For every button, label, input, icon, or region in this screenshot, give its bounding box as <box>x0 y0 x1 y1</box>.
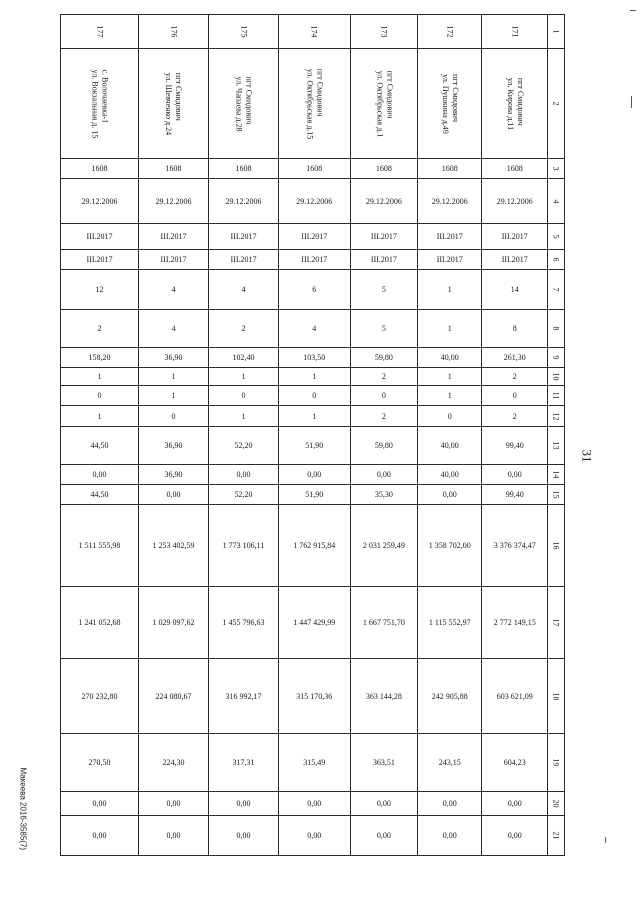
table-cell: 29.12.2006 <box>418 179 482 224</box>
table-cell: 36,90 <box>139 348 209 368</box>
table-cell: 0,00 <box>209 465 279 485</box>
address-cell <box>482 49 548 159</box>
table-row <box>61 816 565 856</box>
table-cell: 315,49 <box>279 734 351 792</box>
table-cell: 2 <box>482 406 548 427</box>
table-cell: 44,50 <box>61 427 139 465</box>
column-number-cell <box>548 485 565 505</box>
column-number: 10 <box>551 372 561 381</box>
table-cell: 1 762 915,84 <box>279 505 351 587</box>
column-id-cell <box>350 15 418 49</box>
table-cell: 363,51 <box>350 734 418 792</box>
table-cell: 4 <box>279 310 351 348</box>
table-row <box>61 386 565 406</box>
table-cell: 315 170,36 <box>279 659 351 734</box>
column-id-cell <box>279 15 351 49</box>
table-row <box>61 159 565 179</box>
table-row <box>61 224 565 250</box>
table-cell: 35,30 <box>350 485 418 505</box>
column-id: 172 <box>445 25 455 38</box>
table-cell: 1 <box>139 368 209 386</box>
table-cell: 1 115 552,97 <box>418 587 482 659</box>
table-cell: 1608 <box>209 159 279 179</box>
table-cell: 0,00 <box>139 816 209 856</box>
table-cell: 0,00 <box>482 792 548 816</box>
address-line: ул. Кирова д.11 <box>505 77 515 130</box>
table-cell: 224,30 <box>139 734 209 792</box>
column-id: 174 <box>309 25 319 38</box>
table-cell: 2 031 259,49 <box>350 505 418 587</box>
address-line: ул. Вокзальная д. 15 <box>90 69 100 138</box>
column-number: 20 <box>551 799 561 808</box>
column-number-cell <box>548 427 565 465</box>
column-number: 15 <box>551 490 561 499</box>
table-cell: 0,00 <box>209 816 279 856</box>
table-cell: 1 667 751,70 <box>350 587 418 659</box>
table-cell: 0,00 <box>418 485 482 505</box>
side-note: Макеева 2016-3585(7) <box>18 767 28 851</box>
table-cell: 0,00 <box>418 816 482 856</box>
table-cell: 1 <box>418 386 482 406</box>
table-cell: 103,50 <box>279 348 351 368</box>
column-number: 6 <box>551 257 561 262</box>
table-cell: 0,00 <box>482 465 548 485</box>
scan-mark <box>630 10 636 11</box>
table-cell: 0,00 <box>279 816 351 856</box>
table-cell: 0,00 <box>350 816 418 856</box>
column-number-cell <box>548 310 565 348</box>
table-cell: 29.12.2006 <box>279 179 351 224</box>
table-cell: 0 <box>61 386 139 406</box>
table-cell: 1 253 402,59 <box>139 505 209 587</box>
column-id: 173 <box>379 25 389 38</box>
table-cell: 44,50 <box>61 485 139 505</box>
table-cell: 1608 <box>482 159 548 179</box>
table-cell: 4 <box>139 270 209 310</box>
column-number-cell <box>548 49 565 159</box>
table-cell: 1 <box>418 310 482 348</box>
column-id-cell <box>139 15 209 49</box>
table-cell: 0 <box>482 386 548 406</box>
table-cell: 40,00 <box>418 348 482 368</box>
column-number-cell <box>548 659 565 734</box>
table-cell: 2 <box>350 406 418 427</box>
table-cell: 1608 <box>61 159 139 179</box>
table-row <box>61 310 565 348</box>
table-cell: III.2017 <box>279 250 351 270</box>
table-cell: 0,00 <box>350 465 418 485</box>
address <box>89 69 109 138</box>
column-number-cell <box>548 179 565 224</box>
address <box>163 72 183 134</box>
table-cell: 4 <box>209 270 279 310</box>
column-number: 8 <box>551 326 561 331</box>
table-cell: 158,20 <box>61 348 139 368</box>
table-cell: 59,80 <box>350 427 418 465</box>
table-cell: 0,00 <box>279 792 351 816</box>
address-line: ул. Октябрьская д.1 <box>374 70 384 137</box>
column-id-cell <box>61 15 139 49</box>
table-cell: 2 <box>209 310 279 348</box>
table-cell: 0,00 <box>61 816 139 856</box>
column-number: 7 <box>551 287 561 292</box>
column-number: 17 <box>551 618 561 627</box>
column-number-cell <box>548 386 565 406</box>
header-address-row <box>61 49 565 159</box>
table-cell: 1 <box>139 386 209 406</box>
table-cell: 1 <box>418 368 482 386</box>
table-cell: 59,80 <box>350 348 418 368</box>
table-cell: 2 <box>61 310 139 348</box>
table-cell: 0 <box>139 406 209 427</box>
table-cell: 51,90 <box>279 485 351 505</box>
table-cell: 1 773 106,11 <box>209 505 279 587</box>
table-cell: 0 <box>418 406 482 427</box>
table-cell: III.2017 <box>482 224 548 250</box>
table-cell: 1608 <box>350 159 418 179</box>
table-cell: 2 772 149,15 <box>482 587 548 659</box>
address-line: ул. Чапаева д.28 <box>234 76 244 131</box>
table-cell: 0,00 <box>482 816 548 856</box>
table-row <box>61 792 565 816</box>
table-cell: 1 <box>61 406 139 427</box>
table-cell: 102,40 <box>209 348 279 368</box>
column-number-cell <box>548 250 565 270</box>
table-row <box>61 348 565 368</box>
table-cell: 0,00 <box>279 465 351 485</box>
column-number: 11 <box>551 391 561 400</box>
table-row <box>61 270 565 310</box>
table-cell: III.2017 <box>482 250 548 270</box>
data-table <box>60 14 565 856</box>
table-cell: 1 <box>279 368 351 386</box>
table-cell: 270 232,80 <box>61 659 139 734</box>
table-cell: 0 <box>350 386 418 406</box>
table-cell: 99,40 <box>482 485 548 505</box>
table-row <box>61 179 565 224</box>
table-row <box>61 587 565 659</box>
table-cell: III.2017 <box>139 250 209 270</box>
table-cell: 12 <box>61 270 139 310</box>
table-cell: 4 <box>139 310 209 348</box>
table-row <box>61 485 565 505</box>
column-id-cell <box>482 15 548 49</box>
column-number: 18 <box>551 692 561 700</box>
table-row <box>61 368 565 386</box>
table-cell: 1 <box>61 368 139 386</box>
table-cell: 51,90 <box>279 427 351 465</box>
address <box>505 77 525 129</box>
table-cell: 52,20 <box>209 427 279 465</box>
address-cell <box>139 49 209 159</box>
address-cell <box>209 49 279 159</box>
table-cell: 0,00 <box>61 792 139 816</box>
table-cell: 5 <box>350 270 418 310</box>
table-cell: 1 447 429,99 <box>279 587 351 659</box>
table-cell: 40,00 <box>418 465 482 485</box>
column-number: 3 <box>551 166 561 171</box>
table-cell: 1 <box>418 270 482 310</box>
table-cell: 243,15 <box>418 734 482 792</box>
table-row <box>61 406 565 427</box>
column-number: 5 <box>551 234 561 239</box>
address-line: ул. Октябрьская д.15 <box>305 68 315 139</box>
table-cell: III.2017 <box>279 224 351 250</box>
table-row <box>61 465 565 485</box>
table-row <box>61 250 565 270</box>
scan-mark <box>631 96 632 108</box>
column-number-cell <box>548 734 565 792</box>
table-cell: 1 358 702,00 <box>418 505 482 587</box>
table-cell: 1608 <box>418 159 482 179</box>
table-row <box>61 659 565 734</box>
table-cell: 0 <box>209 386 279 406</box>
column-number-cell <box>548 505 565 587</box>
address-line: пгт Смидович <box>384 70 394 119</box>
column-number-cell <box>548 270 565 310</box>
column-number-cell <box>548 406 565 427</box>
column-number: 13 <box>551 441 561 450</box>
table-cell: 40,00 <box>418 427 482 465</box>
table-cell: 2 <box>482 368 548 386</box>
address-line: ул. Шевченко д.24 <box>164 72 174 135</box>
table-cell: 52,20 <box>209 485 279 505</box>
column-number: 9 <box>551 355 561 360</box>
column-id: 176 <box>169 25 178 38</box>
column-number: 2 <box>551 101 561 106</box>
table-cell: 1608 <box>279 159 351 179</box>
table-cell: 6 <box>279 270 351 310</box>
address-line: пгт Смидович <box>174 72 184 121</box>
table-cell: 317,31 <box>209 734 279 792</box>
address-cell <box>61 49 139 159</box>
table-row <box>61 734 565 792</box>
address-line: с. Волочаевка-1 <box>100 69 110 123</box>
column-id-cell <box>418 15 482 49</box>
column-id-cell <box>209 15 279 49</box>
table-cell: 1 511 555,98 <box>61 505 139 587</box>
address-cell <box>279 49 351 159</box>
address-line: пгт Смидович <box>244 76 254 124</box>
table-cell: 0,00 <box>139 792 209 816</box>
table-cell: 603 621,09 <box>482 659 548 734</box>
address-line: пгт Смидович <box>315 68 325 117</box>
column-number-cell <box>548 15 565 49</box>
table-cell: 99,40 <box>482 427 548 465</box>
column-number-cell <box>548 465 565 485</box>
table-row <box>61 505 565 587</box>
table-cell: 604,23 <box>482 734 548 792</box>
column-number-cell <box>548 587 565 659</box>
table-cell: III.2017 <box>209 224 279 250</box>
column-number: 4 <box>551 199 561 203</box>
table-cell: 1 029 097,62 <box>139 587 209 659</box>
table-cell: III.2017 <box>139 224 209 250</box>
column-number-cell <box>548 368 565 386</box>
column-number-cell <box>548 792 565 816</box>
column-number: 16 <box>551 541 561 550</box>
table-cell: 1 <box>209 406 279 427</box>
address <box>374 70 394 137</box>
table-cell: III.2017 <box>209 250 279 270</box>
table-cell: 1608 <box>139 159 209 179</box>
page-number: 31 <box>579 449 595 463</box>
address <box>234 76 254 131</box>
column-number-cell <box>548 224 565 250</box>
table-cell: 0,00 <box>350 792 418 816</box>
column-id: 177 <box>95 25 104 38</box>
column-id: 171 <box>510 25 520 38</box>
table-cell: 0,00 <box>209 792 279 816</box>
header-id-row <box>61 15 565 49</box>
column-number: 14 <box>551 470 561 479</box>
table-cell: 270,50 <box>61 734 139 792</box>
address <box>304 68 324 139</box>
column-number: 19 <box>551 758 561 767</box>
column-id: 175 <box>239 25 248 38</box>
table-cell: III.2017 <box>61 250 139 270</box>
table-cell: 2 <box>350 368 418 386</box>
table-cell: 224 080,67 <box>139 659 209 734</box>
table-cell: 0,00 <box>61 465 139 485</box>
table-cell: 29.12.2006 <box>139 179 209 224</box>
column-number-cell <box>548 816 565 856</box>
table-cell: 316 992,17 <box>209 659 279 734</box>
table-cell: 1 455 796,63 <box>209 587 279 659</box>
table-cell: 0,00 <box>139 485 209 505</box>
table-cell: 261,30 <box>482 348 548 368</box>
table-cell: III.2017 <box>350 250 418 270</box>
table-cell: 36,90 <box>139 465 209 485</box>
column-number: 12 <box>551 412 561 420</box>
table-row <box>61 427 565 465</box>
address <box>440 74 460 134</box>
table-cell: 29.12.2006 <box>350 179 418 224</box>
table-cell: 36,90 <box>139 427 209 465</box>
table-cell: 14 <box>482 270 548 310</box>
table-cell: III.2017 <box>418 250 482 270</box>
address-cell <box>350 49 418 159</box>
table-cell: 1 <box>279 406 351 427</box>
table-cell: 1 241 052,68 <box>61 587 139 659</box>
table-cell: 1 <box>209 368 279 386</box>
table-cell: III.2017 <box>350 224 418 250</box>
table-cell: 29.12.2006 <box>61 179 139 224</box>
table-cell: 5 <box>350 310 418 348</box>
table-cell: III.2017 <box>61 224 139 250</box>
scan-mark <box>605 837 606 843</box>
column-number-cell <box>548 348 565 368</box>
table-cell: 29.12.2006 <box>482 179 548 224</box>
address-cell <box>418 49 482 159</box>
table-cell: 0 <box>279 386 351 406</box>
table-cell: 8 <box>482 310 548 348</box>
table-cell: 0,00 <box>418 792 482 816</box>
address-line: ул. Пушкина д.49 <box>440 73 450 134</box>
column-number: 21 <box>551 831 561 840</box>
table-cell: 242 905,88 <box>418 659 482 734</box>
table-cell: III.2017 <box>418 224 482 250</box>
address-line: пгт Смидович <box>515 77 525 126</box>
table-cell: 3 376 374,47 <box>482 505 548 587</box>
table-cell: 363 144,28 <box>350 659 418 734</box>
column-number-cell <box>548 159 565 179</box>
address-line: пгт Смидович <box>450 73 460 122</box>
column-number: 1 <box>551 29 561 34</box>
table-cell: 29.12.2006 <box>209 179 279 224</box>
